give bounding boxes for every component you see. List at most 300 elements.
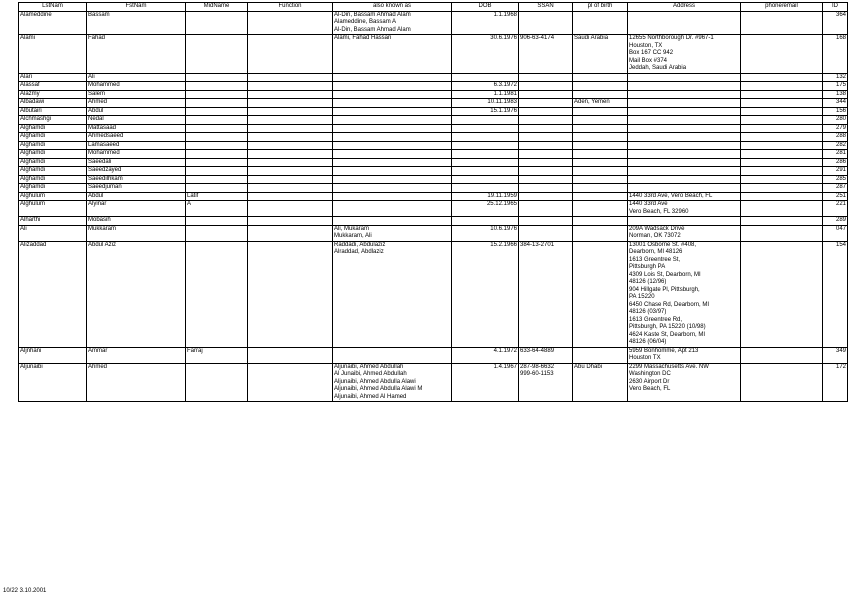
cell-address (628, 107, 741, 116)
col-header-phone-email: phone/email (741, 3, 823, 12)
cell-place-of-birth (573, 107, 628, 116)
table-row (19, 184, 848, 193)
cell-last-name: Alchmashgi (19, 116, 87, 125)
cell-place-of-birth (573, 90, 628, 99)
cell-place-of-birth (573, 167, 628, 176)
cell-middle-name (186, 107, 248, 116)
cell-middle-name (186, 363, 248, 402)
cell-dob (452, 175, 519, 184)
col-header-ssan: SSAN (519, 3, 573, 12)
cell-place-of-birth (573, 184, 628, 193)
cell-phone-email (741, 35, 823, 74)
cell-place-of-birth (573, 158, 628, 167)
cell-function (248, 35, 333, 74)
cell-function (248, 116, 333, 125)
cell-aka (333, 184, 452, 193)
cell-ssan-line: 999-60-1153 (520, 371, 554, 377)
cell-address (628, 225, 741, 241)
cell-aka-line: Alameddine, Bassam A (334, 19, 397, 25)
cell-id: 289 (823, 217, 848, 226)
cell-middle-name (186, 11, 248, 35)
col-header-place-of-birth: pl of birth (573, 3, 628, 12)
cell-phone-email (741, 116, 823, 125)
cell-address-line: 904 Hillgate Pl, Pittsburgh, (629, 286, 700, 293)
table-row (19, 363, 848, 402)
cell-last-name: Alghulum (19, 192, 87, 201)
cell-address (628, 73, 741, 82)
cell-address-line: 48126 (12/96) (629, 279, 667, 285)
cell-address (628, 133, 741, 142)
cell-address (628, 124, 741, 133)
cell-address (628, 35, 741, 74)
cell-address (628, 11, 741, 35)
cell-id: 349 (823, 347, 848, 363)
cell-first-name: Ahmed (87, 99, 186, 108)
cell-function (248, 73, 333, 82)
cell-function (248, 217, 333, 226)
cell-middle-name (186, 167, 248, 176)
cell-first-name: Saeedali (87, 158, 186, 167)
table-row (19, 116, 848, 125)
table-row (19, 133, 848, 142)
cell-id: 138 (823, 90, 848, 99)
cell-ssan (519, 35, 573, 74)
cell-aka (333, 82, 452, 91)
cell-address-line: Vero Beach, FL (629, 386, 671, 392)
cell-phone-email (741, 73, 823, 82)
cell-address (628, 192, 741, 201)
cell-aka-line: Aljunaibi, Ahmed Al Hamed (334, 393, 407, 400)
cell-place-of-birth (573, 141, 628, 150)
table-row (19, 107, 848, 116)
cell-address-line: 1613 Greentree Rd, (629, 316, 683, 323)
cell-first-name: Lamasaeed (87, 141, 186, 150)
cell-dob (452, 217, 519, 226)
cell-aka (333, 158, 452, 167)
cell-aka (333, 217, 452, 226)
cell-dob (452, 73, 519, 82)
cell-last-name: Alassaf (19, 82, 87, 91)
cell-ssan (519, 124, 573, 133)
cell-address (628, 99, 741, 108)
cell-middle-name (186, 150, 248, 159)
cell-address-line: 13001 Osborne St. #408, (629, 241, 697, 248)
cell-address (628, 184, 741, 193)
cell-address-line: Mail Box #374 (629, 57, 668, 64)
table-row (19, 82, 848, 91)
cell-address-line: 4309 Lois St, Dearborn, MI (629, 271, 701, 278)
record-sheet (18, 2, 848, 402)
cell-last-name: Alghamdi (19, 175, 87, 184)
col-header-aka: also known as (333, 3, 452, 12)
cell-aka (333, 192, 452, 201)
cell-first-name: Saeedjuman (87, 184, 186, 193)
cell-first-name: Bassam (87, 11, 186, 35)
cell-ssan (519, 184, 573, 193)
header-row (19, 3, 848, 12)
cell-address-line: 48126 (06/04) (629, 339, 667, 345)
cell-middle-name (186, 175, 248, 184)
cell-first-name: Ahmedsaeed (87, 133, 186, 142)
cell-ssan (519, 217, 573, 226)
table-row (19, 225, 848, 241)
col-header-address: Address (628, 3, 741, 12)
cell-first-name: Salem (87, 90, 186, 99)
cell-last-name: Alghamdi (19, 133, 87, 142)
table-row (19, 124, 848, 133)
cell-first-name: Ahmed (87, 363, 186, 402)
cell-first-name: Saeedilhkam (87, 175, 186, 184)
cell-dob: 10.11.1983 (452, 99, 519, 108)
cell-phone-email (741, 175, 823, 184)
cell-aka (333, 35, 452, 74)
cell-function (248, 363, 333, 402)
cell-aka (333, 241, 452, 347)
table-row (19, 158, 848, 167)
cell-ssan (519, 116, 573, 125)
cell-address-line: Norman, OK 73072 (629, 233, 681, 239)
cell-place-of-birth (573, 175, 628, 184)
cell-id: 168 (823, 35, 848, 74)
cell-middle-name (186, 133, 248, 142)
cell-phone-email (741, 82, 823, 91)
cell-place-of-birth (573, 347, 628, 363)
cell-address-line: Houston TX (629, 355, 661, 361)
cell-id: 132 (823, 73, 848, 82)
cell-address-line: 2299 Massachusetts Ave. NW (629, 363, 709, 370)
cell-place-of-birth (573, 192, 628, 201)
cell-function (248, 107, 333, 116)
cell-id: 285 (823, 175, 848, 184)
cell-address (628, 82, 741, 91)
cell-aka (333, 11, 452, 35)
cell-address (628, 175, 741, 184)
cell-last-name: Aljnhani (19, 347, 87, 363)
cell-address-line: 4624 Kaste St, Dearborn, MI (629, 331, 706, 338)
cell-middle-name (186, 241, 248, 347)
cell-function (248, 158, 333, 167)
cell-id: 288 (823, 133, 848, 142)
cell-ssan-line: 287-98-6632 (520, 363, 555, 370)
cell-ssan-line: 384-13-2701 (520, 241, 555, 248)
cell-ssan (519, 225, 573, 241)
cell-last-name: Ali (19, 225, 87, 241)
col-header-id: ID (823, 3, 848, 12)
cell-place-of-birth (573, 201, 628, 217)
table-row (19, 35, 848, 74)
cell-ssan (519, 141, 573, 150)
cell-ssan (519, 241, 573, 347)
table-row (19, 167, 848, 176)
cell-dob: 19.11.1959 (452, 192, 519, 201)
cell-first-name: Fahad (87, 35, 186, 74)
cell-aka (333, 347, 452, 363)
cell-aka (333, 201, 452, 217)
cell-ssan (519, 11, 573, 35)
cell-aka-line: Mukkaram, Ali (334, 233, 372, 239)
cell-phone-email (741, 90, 823, 99)
cell-dob: 1.4.1967 (452, 363, 519, 402)
table-row (19, 73, 848, 82)
table-row (19, 150, 848, 159)
cell-last-name: Albutairi (19, 107, 87, 116)
cell-place-of-birth (573, 11, 628, 35)
cell-aka-line: Al Junaibi, Ahmed Abdullah (334, 371, 407, 377)
cell-phone-email (741, 225, 823, 241)
col-header-last-name: LstNam (19, 3, 87, 12)
cell-last-name: Alghamdi (19, 158, 87, 167)
cell-dob (452, 167, 519, 176)
cell-aka-line: Raddadi, Abdulaziz (334, 241, 386, 248)
cell-address-line: 2630 Airport Dr (629, 378, 670, 385)
cell-first-name: Abdul Aziz (87, 241, 186, 347)
cell-id: 279 (823, 124, 848, 133)
cell-dob (452, 184, 519, 193)
cell-ssan (519, 175, 573, 184)
cell-address (628, 217, 741, 226)
cell-aka (333, 99, 452, 108)
cell-function (248, 241, 333, 347)
cell-phone-email (741, 158, 823, 167)
cell-last-name: Alghamdi (19, 167, 87, 176)
cell-middle-name (186, 73, 248, 82)
cell-phone-email (741, 167, 823, 176)
cell-middle-name (186, 82, 248, 91)
cell-dob (452, 116, 519, 125)
cell-function (248, 124, 333, 133)
cell-last-name: Alharthi (19, 217, 87, 226)
cell-first-name: Abdul (87, 107, 186, 116)
cell-middle-name (186, 141, 248, 150)
cell-function (248, 192, 333, 201)
cell-phone-email (741, 184, 823, 193)
cell-first-name: Mattasaad (87, 124, 186, 133)
cell-function (248, 133, 333, 142)
cell-address-line: Washington DC (629, 371, 671, 377)
table-row (19, 175, 848, 184)
cell-function (248, 201, 333, 217)
cell-aka (333, 175, 452, 184)
cell-address-line: Box 167 CC 942 (629, 50, 674, 56)
cell-function (248, 184, 333, 193)
cell-first-name: Ammar (87, 347, 186, 363)
cell-aka (333, 150, 452, 159)
cell-middle-name (186, 116, 248, 125)
cell-address (628, 347, 741, 363)
cell-function (248, 141, 333, 150)
cell-ssan (519, 192, 573, 201)
cell-aka (333, 225, 452, 241)
cell-id: 156 (823, 107, 848, 116)
cell-address (628, 241, 741, 347)
cell-ssan (519, 73, 573, 82)
cell-aka (333, 133, 452, 142)
cell-place-of-birth (573, 241, 628, 347)
cell-first-name: Abdul (87, 192, 186, 201)
cell-ssan (519, 99, 573, 108)
cell-place-of-birth (573, 73, 628, 82)
cell-dob: 30.6.1976 (452, 35, 519, 74)
cell-id: 291 (823, 167, 848, 176)
cell-ssan (519, 82, 573, 91)
cell-address-line: 1440 33rd Ave (629, 201, 668, 207)
cell-id: 281 (823, 150, 848, 159)
cell-place-of-birth (573, 133, 628, 142)
cell-aka-line: Aljunaibi, Ahmed Abdullah (334, 363, 404, 370)
cell-last-name: Alami (19, 35, 87, 74)
cell-function (248, 11, 333, 35)
cell-id: 286 (823, 158, 848, 167)
cell-middle-name (186, 35, 248, 74)
cell-first-name: Mukkaram (87, 225, 186, 241)
page-footer: 10/22 3.10.2001 (3, 588, 47, 594)
cell-place-of-birth: Aden, Yemen (573, 99, 628, 108)
cell-last-name: Alghamdi (19, 141, 87, 150)
cell-first-name: Nedal (87, 116, 186, 125)
cell-address-line: Jeddah, Saudi Arabia (629, 65, 687, 71)
cell-phone-email (741, 347, 823, 363)
cell-middle-name: A (186, 201, 248, 217)
cell-ssan (519, 158, 573, 167)
cell-phone-email (741, 217, 823, 226)
cell-place-of-birth: Saudi Arabia (573, 35, 628, 74)
table-row (19, 11, 848, 35)
cell-first-name: Mohammed (87, 150, 186, 159)
cell-dob (452, 150, 519, 159)
cell-id: 154 (823, 241, 848, 347)
cell-id: 047 (823, 225, 848, 241)
cell-dob: 6.3.1972 (452, 82, 519, 91)
cell-phone-email (741, 201, 823, 217)
cell-dob (452, 133, 519, 142)
cell-aka (333, 141, 452, 150)
cell-function (248, 82, 333, 91)
cell-address-line: 209A Wadsack Drive (629, 225, 685, 232)
cell-function (248, 347, 333, 363)
cell-place-of-birth (573, 116, 628, 125)
cell-phone-email (741, 141, 823, 150)
cell-address-line: PA 15220 (629, 294, 655, 300)
cell-address-line: Houston, TX (629, 42, 663, 49)
cell-dob: 15.1.1976 (452, 107, 519, 116)
table-row (19, 241, 848, 347)
table-row (19, 201, 848, 217)
cell-address (628, 363, 741, 402)
cell-id: 280 (823, 116, 848, 125)
cell-address-line: 6450 Chase Rd, Dearborn, MI (629, 301, 710, 308)
cell-aka-line: Al-Din, Bassam Ahmad Alam (334, 11, 411, 18)
col-header-middle-name: MidName (186, 3, 248, 12)
cell-last-name: Alari (19, 73, 87, 82)
table-row (19, 99, 848, 108)
cell-phone-email (741, 133, 823, 142)
cell-address-line: Pittsburgh PA (629, 264, 666, 270)
cell-dob: 25.12.1965 (452, 201, 519, 217)
cell-dob (452, 158, 519, 167)
cell-address-line: 48126 (03/97) (629, 309, 667, 315)
cell-phone-email (741, 192, 823, 201)
cell-middle-name (186, 225, 248, 241)
cell-aka-line: Aljunaibi, Ahmed Abdulla Alawi M (334, 386, 423, 392)
cell-aka (333, 363, 452, 402)
table-row (19, 347, 848, 363)
cell-address-line: Vero Beach, FL 32960 (629, 208, 689, 215)
col-header-dob: DOB (452, 3, 519, 12)
cell-middle-name (186, 217, 248, 226)
cell-address-line: 5959 Bonhomme, Apt 213 (629, 347, 699, 354)
cell-place-of-birth (573, 124, 628, 133)
cell-function (248, 225, 333, 241)
cell-middle-name: Latif (186, 192, 248, 201)
cell-dob (452, 141, 519, 150)
cell-last-name: Albadawi (19, 99, 87, 108)
cell-function (248, 90, 333, 99)
cell-address (628, 167, 741, 176)
cell-first-name: Mohammed (87, 82, 186, 91)
cell-aka (333, 73, 452, 82)
cell-first-name: Alyinar (87, 201, 186, 217)
cell-aka (333, 90, 452, 99)
cell-first-name: Mobasih (87, 217, 186, 226)
cell-aka-line: Alraddad, Abdlaziz (334, 249, 384, 255)
cell-last-name: Alghamdi (19, 124, 87, 133)
cell-address-line: Dearborn, MI 48126 (629, 249, 683, 255)
cell-first-name: Saeedzayed (87, 167, 186, 176)
cell-last-name: Aljunaibi (19, 363, 87, 402)
cell-phone-email (741, 124, 823, 133)
cell-id: 175 (823, 82, 848, 91)
cell-address (628, 141, 741, 150)
cell-phone-email (741, 150, 823, 159)
table-row (19, 192, 848, 201)
cell-last-name: Alghamdi (19, 184, 87, 193)
cell-phone-email (741, 11, 823, 35)
cell-address (628, 150, 741, 159)
cell-middle-name (186, 99, 248, 108)
cell-address-line: 1440 33rd Ave, Vero Beach, FL (629, 192, 713, 199)
cell-aka-line: Ali, Mukaram (334, 225, 370, 232)
cell-place-of-birth (573, 150, 628, 159)
cell-phone-email (741, 99, 823, 108)
cell-ssan-line: 906-63-4174 (520, 35, 555, 41)
cell-place-of-birth (573, 217, 628, 226)
cell-phone-email (741, 363, 823, 402)
cell-ssan (519, 150, 573, 159)
cell-aka-line: Al-Din, Bassam Ahmad Alam (334, 26, 411, 33)
cell-aka (333, 116, 452, 125)
cell-aka (333, 167, 452, 176)
cell-address (628, 116, 741, 125)
cell-address-line: 1613 Greentree St, (629, 256, 681, 263)
cell-ssan (519, 201, 573, 217)
cell-last-name: Alghulum (19, 201, 87, 217)
cell-place-of-birth (573, 82, 628, 91)
cell-middle-name (186, 158, 248, 167)
cell-address (628, 90, 741, 99)
cell-last-name: Alameddine (19, 11, 87, 35)
cell-function (248, 167, 333, 176)
cell-first-name: Ali (87, 73, 186, 82)
cell-dob: 10.6.1976 (452, 225, 519, 241)
cell-place-of-birth: Abu Dhabi (573, 363, 628, 402)
cell-ssan (519, 167, 573, 176)
cell-middle-name (186, 124, 248, 133)
cell-id: 364 (823, 11, 848, 35)
cell-last-name: Alghamdi (19, 150, 87, 159)
cell-ssan (519, 363, 573, 402)
cell-id: 344 (823, 99, 848, 108)
cell-function (248, 175, 333, 184)
